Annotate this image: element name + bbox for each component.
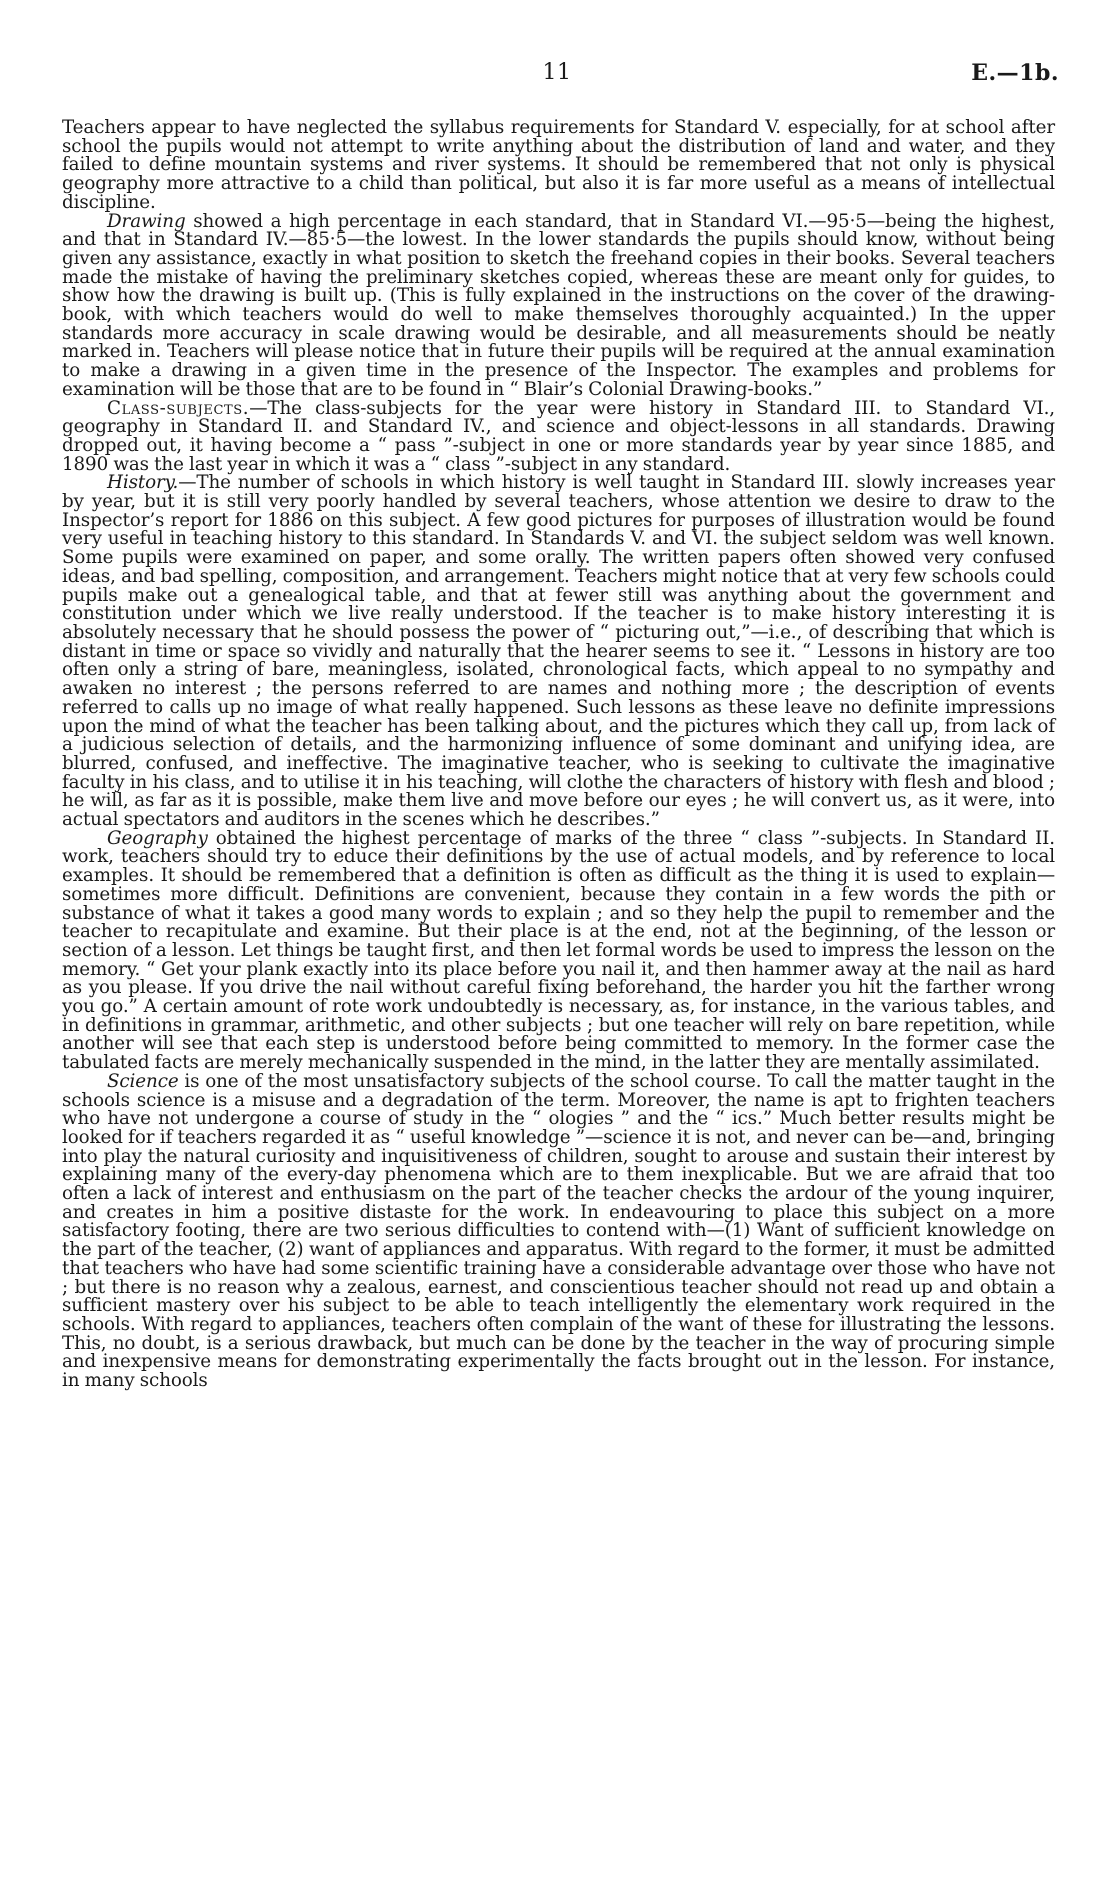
- paragraph-class-subjects: [62, 397, 1055, 475]
- paragraph-history: [62, 474, 1055, 829]
- paragraph-lead-history: History.: [107, 472, 179, 494]
- body-text: [62, 119, 1055, 1391]
- page-number: 11: [542, 60, 572, 85]
- paragraph-science: [62, 1070, 1055, 1392]
- paragraph-lead-class-subjects: Class-subjects.: [107, 397, 250, 419]
- paragraph-text: —The class-subjects for the year were history in Standard III. to Standard VI., geography in Standard II. and Standard IV., and science and object-lessons in all standards. Drawing dropped out, it having become a “ pass ”-subject in one or more standards year by year since 1885, and 1890 was the last year in which it was a “ class ”-subject in any standard.: [62, 397, 1055, 475]
- paragraph-text: Teachers appear to have neglected the syllabus requirements for Standard V. especially, for at school after school the pupils would not attempt to write anything about the distribution of land and water, and they failed to define mountain systems and river systems. It should be remembered that not only is physical geography more attractive to a child than political, but also it is far more useful as a means of intellectual discipline.: [62, 117, 1055, 213]
- paragraph-lead-geography: Geography: [107, 827, 208, 849]
- paragraph-text: is one of the most unsatisfactory subjects of the school course. To call the matter taught in the schools science is a misuse and a degradation of the term. Moreover, the name is apt to frighten teachers who have not undergone a course of study in the “ ologies ” and the “ ics.” Much better results might be looked for if teachers regarded it as “ useful knowledge ”—science it is not, and never can be—and, bringing into play the natural curiosity and inquisitiveness of children, sought to arouse and sustain their interest by explaining many of the every-day phenomena which are to them inexplicable. But we are afraid that too often a lack of interest and enthusiasm on the part of the teacher checks the ardour of the young inquirer, and creates in him a positive distaste for the work. In endeavouring to place this subject on a more satisfactory footing, there are two serious difficulties to contend with—(1) Want of sufficient knowledge on the part of the teacher, (2) want of appliances and apparatus. With regard to the former, it must be admitted that teachers who have had some scientific training have a considerable advantage over those who have not ; but there is no reason why a zealous, earnest, and conscientious teacher should not read up and obtain a sufficient mastery over his subject to be able to teach intelligently the elementary work required in the schools. With regard to appliances, teachers often complain of the want of these for illustrating the lessons. This, no doubt, is a serious drawback, but much can be done by the teacher in the way of procuring simple and inexpensive means for demonstrating experimentally the facts brought out in the lesson. For instance, in many schools: [62, 1070, 1055, 1392]
- paragraph-text: —The number of schools in which history is well taught in Standard III. slowly increases year by year, but it is still very poorly handled by several teachers, whose attention we desire to draw to the Inspector’s report for 1886 on this subject. A few good pictures for purposes of illustration would be found very useful in teaching history to this standard. In Standards V. and VI. the subject seldom was well known. Some pupils were examined on paper, and some orally. The written papers often showed very confused ideas, and bad spelling, composition, and arrangement. Teachers might notice that at very few schools could pupils make out a genealogical table, and that at fewer still was anything about the government and constitution under which we live really understood. If the teacher is to make history interesting it is absolutely necessary that he should possess the power of “ picturing out,”—i.e., of describing that which is distant in time or space so vividly and naturally that the hearer seems to see it. “ Lessons in history are too often only a string of bare, meaningless, isolated, chronological facts, which appeal to no sympathy and awaken no interest ; the persons referred to are names and nothing more ; the description of events referred to calls up no image of what really happened. Such lessons as these leave no definite impressions upon the mind of what the teacher has been talking about, and the pictures which they call up, from lack of a judicious selection of details, and the harmonizing influence of some dominant and unifying idea, are blurred, confused, and ineffective. The imaginative teacher, who is seeking to cultivate the imaginative faculty in his class, and to utilise it in his teaching, will clothe the characters of history with flesh and blood ; he will, as far as it is possible, make them live and move before our eyes ; he will convert us, as it were, into actual spectators and auditors in the scenes which he describes.”: [62, 472, 1055, 831]
- document-reference: E.—1b.: [971, 60, 1059, 86]
- paragraph-lead-science: Science: [107, 1070, 179, 1092]
- paragraph-geography-syllabus: [62, 119, 1055, 213]
- paragraph-text: obtained the highest percentage of marks of the three “ class ”-subjects. In Standard II. work, teachers should try to educe their definitions by the use of actual models, and by reference to local examples. It should be remembered that a definition is often as difficult as the thing it is used to explain—sometimes more difficult. Definitions are convenient, because they contain in a few words the pith or substance of what it takes a good many words to explain ; and so they help the pupil to remember and the teacher to recapitulate and examine. But their place is at the end, not at the beginning, of the lesson or section of a lesson. Let things be taught first, and then let formal words be used to impress the lesson on the memory. “ Get your plank exactly into its place before you nail it, and then hammer away at the nail as hard as you please. If you drive the nail without careful fixing beforehand, the harder you hit the farther wrong you go.” A certain amount of rote work undoubtedly is necessary, as, for instance, in the various tables, and in definitions in grammar, arithmetic, and other subjects ; but one teacher will rely on bare repetition, while another will see that each step is understood before being committed to memory. In the former case the tabulated facts are merely mechanically suspended in the mind, in the latter they are mentally assimilated.: [62, 827, 1055, 1074]
- paragraph-lead-drawing: Drawing: [107, 210, 186, 232]
- paragraph-drawing: [62, 210, 1055, 400]
- paragraph-text: showed a high percentage in each standard, that in Standard VI.—95·5—being the highest, and that in Standard IV.—85·5—the lowest. In the lower standards the pupils should know, without being given any assistance, exactly in what position to sketch the freehand copies in their books. Several teachers made the mistake of having the preliminary sketches copied, whereas these are meant only for guides, to show how the drawing is built up. (This is fully explained in the instructions on the cover of the drawing-book, with which teachers would do well to make themselves thoroughly acquainted.) In the upper standards more accuracy in scale drawing would be desirable, and all measurements should be neatly marked in. Teachers will please notice that in future their pupils will be required at the annual examination to make a drawing in a given time in the presence of the Inspector. The examples and problems for examination will be those that are to be found in “ Blair’s Colonial Drawing-books.”: [62, 210, 1055, 400]
- paragraph-geography: [62, 827, 1055, 1074]
